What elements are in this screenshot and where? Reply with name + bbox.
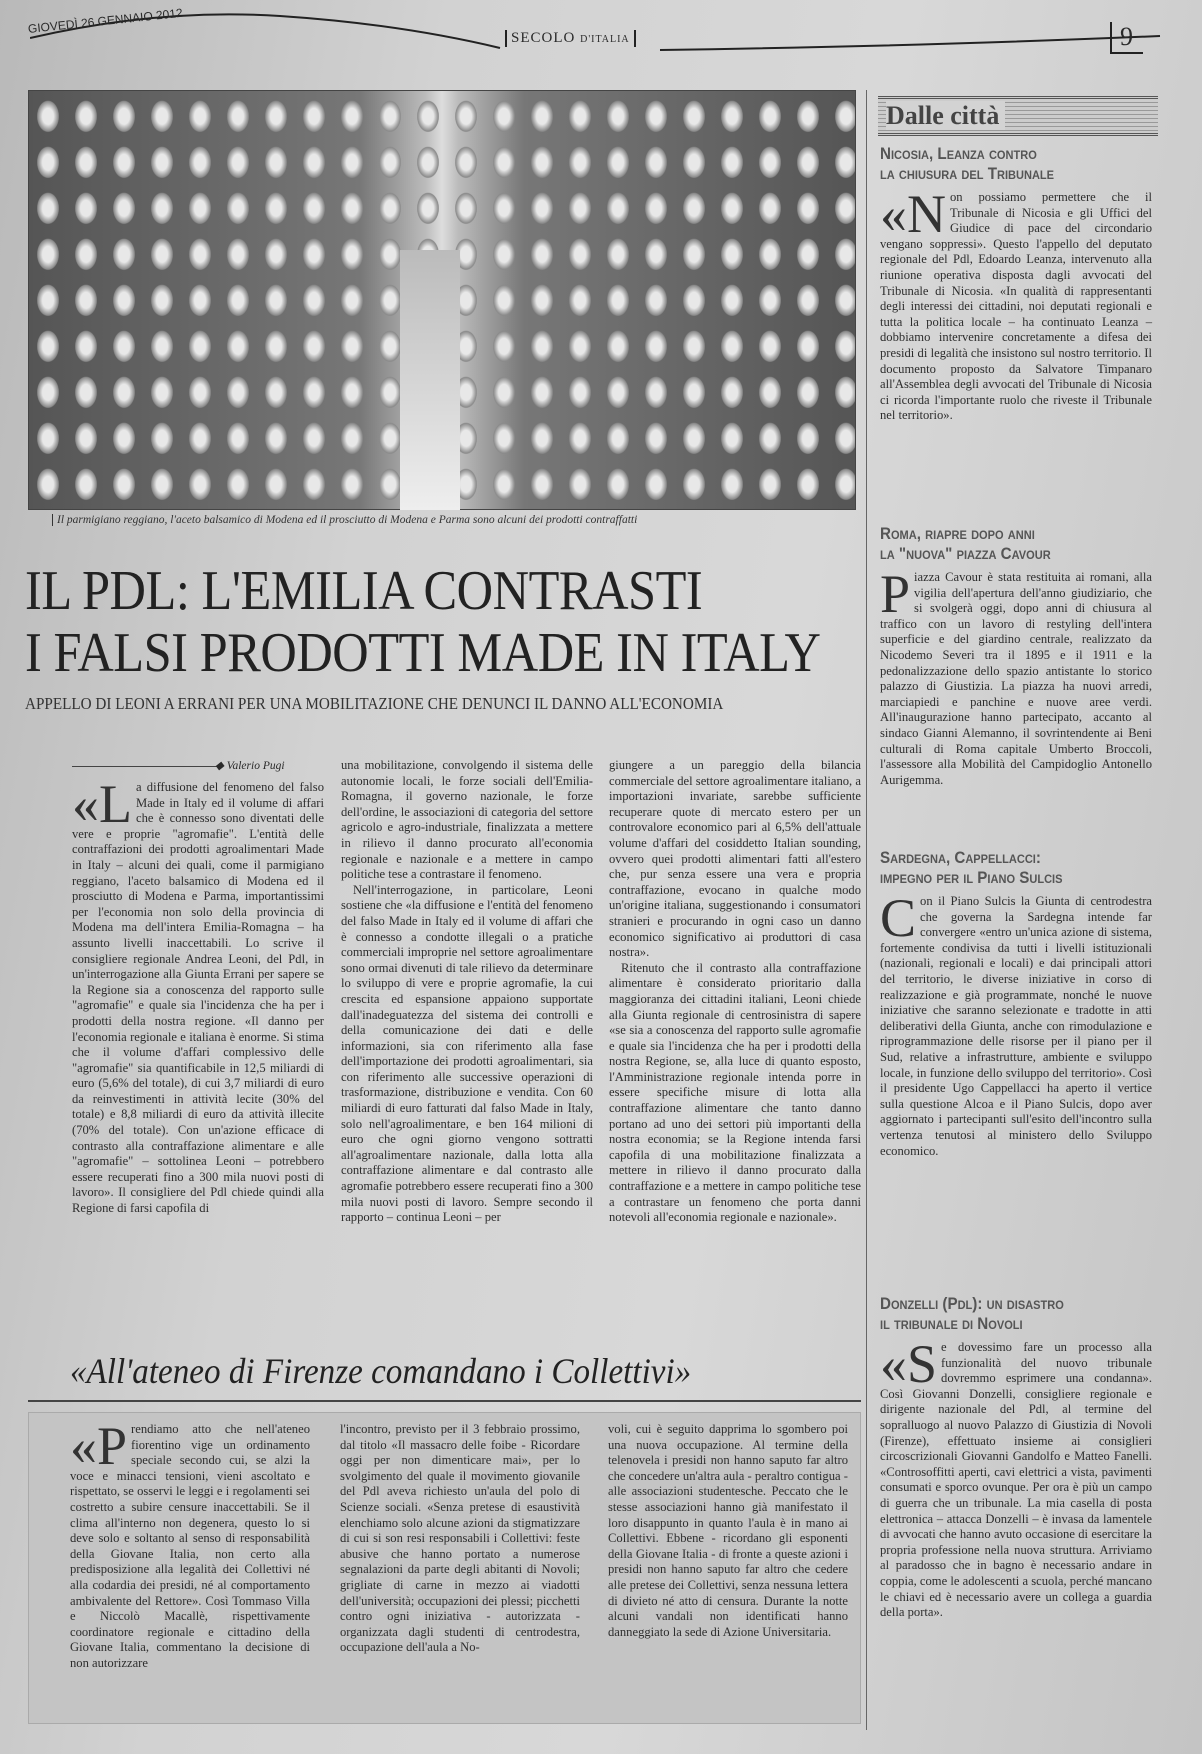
rail-headline-line: il tribunale di Novoli [880,1315,1023,1333]
rail-story [880,1334,1152,1621]
box-column-3 [608,1422,848,1640]
paragraph: on possiamo permettere che il Tribunale di Nicosia e gli Uffici del Giudice di pace del circondario vengano soppressi». Questo l'appello del deputato regionale del Pdl, Edoardo Leanza, intervenuto alla riunione operativa disposta dagli avvocati del Tribunale di Nicosia. «In qualità di rappresentanti degli interessi dei cittadini, noi deputati regionali e tutta la politica locale – ha continuato Leanza – dobbiamo intervenire concretamente a difesa dei presidi di legalità che insistono sul nostro territorio. Il documento proposto da Salvatore Timpanaro all'Assemblea degli avvocati del Tribunale di Nicosia ci ricorda l'importante ruolo che riveste il Tribunale nel territorio». [880,190,1152,423]
box-column-1 [70,1416,310,1672]
paragraph: rendiamo atto che nell'ateneo fiorentino vige un ordinamento speciale secondo cui, se alzi la voce e minacci tensioni, vieni ascoltato e rispettato, se osservi le leggi e i regolamenti sei costretto a subire censure inaccettabili. Se il clima all'interno non degenera, questo lo si deve solo e soltanto al senso di responsabilità della Giovane Italia, non certo alla predisposizione alla legalità dei Collettivi né alla codardia dei presidi, né al comportamento ambivalente del Rettore». Così Tommaso Villa e Niccolò Macallè, rispettivamente coordinatore regionale e cittadino della Giovane Italia, commentano la decisione di non autorizzare [70,1422,310,1670]
masthead-suffix: D'ITALIA [580,34,630,45]
dropcap: «P [70,1416,128,1476]
rail-headline [880,524,1051,564]
box-headline: «All'ateneo di Firenze comandano i Collettivi» [70,1351,692,1391]
section-title [878,96,1158,136]
photo-caption: Il parmigiano reggiano, l'aceto balsamico di Modena ed il prosciutto di Modena e Parma sono alcuni dei prodotti contraffatti [52,514,637,526]
headline [25,560,820,684]
rail-headline-line: la chiusura del Tribunale [880,165,1055,183]
rail-headline [880,144,1054,184]
box-column-2 [340,1422,580,1656]
byline-rule [72,766,220,767]
paragraph: iazza Cavour è stata restituita ai romani, alla vigilia dell'apertura dell'anno giudiziario, che si svolgerà oggi, dopo anni di chiusura al traffico con un lavoro di restyling dell'intera superficie e del giardino centrale, realizzato da Nicodemo Severi tra il 1895 e il 1911 e la pedonalizzazione dello spazio antistante lo storico palazzo di Giustizia. La piazza ha nuovi arredi, marciapiedi e panchine e nuove aree verdi. All'inaugurazione hanno partecipato, accanto al sindaco Gianni Alemanno, il sovrintendente ai Beni culturali di Roma capitale Umberto Broccoli, l'assessore alla Mobilità del Campidoglio Antonello Aurigemma. [880,570,1152,787]
paragraph: giungere a un pareggio della bilancia commerciale del settore agroalimentare italiano, a importazioni invariate, sarebbe sufficiente recuperare quote di mercato estero per un controvalore economico pari al 6,5% dell'attuale volume d'affari del cosiddetto Italian sounding, ovvero quei prodotti alimentari fatti all'estero che, pur senza essere una vera e propria contraffazione, evocano in qualche modo un'origine italiana, suggestionando i consumatori stranieri e procurando in ogni caso un danno economico significativo ai produttori di casa nostra». [609,758,861,960]
paragraph: Ritenuto che il contrasto alla contraffazione alimentare è considerato prioritario dalla maggioranza dei cittadini italiani, Leoni chiede alla Giunta regionale di centrosinistra di sapere «se sia a conoscenza del rapporto sulle agromafie e quale sia l'incidenza che ha per i prodotti della nostra Regione, se, alla luce di quanto esposto, l'Amministrazione regionale intenda porre in essere specifiche misure di lotta alla contraffazione alimentare che tanto danno portano ad uno dei settori più importanti della nostra economia; se la Regione intenda farsi capofila di una mobilitazione finalizzata a mettere in rilievo il danno procurato dalla contraffazione e a mettere in campo politiche tese a contrastare un fenomeno che porta danni notevoli all'economia regionale e nazionale». [609,960,861,1225]
rail-headline-line: Sardegna, Cappellacci: [880,849,1041,867]
paragraph: e dovessimo fare un processo alla funzionalità del nuovo tribunale dovremmo esprimere una condanna». Così Giovanni Donzelli, consigliere regionale e dirigente nazionale del Pdl, al termine del sopralluogo al nuovo Palazzo di Giustizia di Novoli (Firenze), effettuato insieme ai consiglieri circoscrizionali Giovanni Gandolfo e Matteo Fanelli. «Controsoffitti aperti, cavi elettrici a vista, pavimenti consumati e sporco ovunque. Per ora è più un campo di guerra che un tribunale. La mia casella di posta elettronica – attacca Donzelli – è invasa da lamentele di avvocati che hanno avuto occasione di esercitare la propria professione nella nuova struttura. Arriviamo al paradosso che in bagno è necessario andare in coppia, come le adolescenti a scuola, perché mancano le chiavi ed è necessario avere un collega a guardia della porta». [880,1340,1152,1620]
paragraph: voli, cui è seguito dapprima lo sgombero poi una nuova occupazione. Al termine della telenovela i presidi non hanno saputo far altro che concedere un'altra aula - peraltro contigua - alle associazioni studentesche. Peccato che le stesse associazioni hanno già manifestato il loro disappunto in quanto l'aula è in mano ai Collettivi. Ebbene - ricordano gli esponenti della Giovane Italia - di fronte a queste azioni i presidi non hanno saputo far altro che cedere alle pretese dei Collettivi, senza nessuna lettera di divieto né atto di censura. Durante la notte alcuni vandali non identificati hanno danneggiato la sede di Azione Universitaria. [608,1422,848,1639]
rail-headline-line: Nicosia, Leanza contro [880,145,1037,163]
rail-story [880,564,1152,788]
paragraph: l'incontro, previsto per il 3 febbraio prossimo, dal titolo «Il massacro delle foibe - Ricordare oggi per non dimenticare mai», per lo svolgimento del quale il movimento giovanile del Pdl aveva richiesto un'aula del polo di Scienze sociali. «Senza pretese di esaustività elenchiamo solo alcune azioni da stigmatizzare di cui si son resi responsabili i Collettivi: feste abusive che hanno portato a numerose segnalazioni da parte degli abitanti di Novoli; grigliate di carne in mezzo ai viadotti dell'università; occupazioni dei plessi; picchetti contro ogni iniziativa - autorizzata - organizzata dagli studenti di centrodestra, occupazione dell'aula a No- [340,1422,580,1655]
issue-date: GIOVEDÌ 26 GENNAIO 2012 [27,5,184,36]
dropcap: «S [880,1334,938,1394]
headline-line-2: I FALSI PRODOTTI MADE IN ITALY [25,622,821,684]
rail-headline [880,848,1062,888]
headline-line-1: IL PDL: L'EMILIA CONTRASTI [25,560,703,622]
paragraph: on il Piano Sulcis la Giunta di centrodestra che governa la Sardegna intende far convergere «entro un'unica azione di sistema, fortemente condivisa da tutti i livelli istituzionali (nazionali, regionali e locali) e dai principali attori del territorio, le diverse iniziative in corso di realizzazione e già programmate, nonché le nuove iniziative che saranno selezionate e tradotte in atti deliberativi della Giunta, anche con rimodulazione e riprogrammazione delle risorse per il piano per il Sud, relative a infrastrutture, ambiente e sviluppo locale, in funzione dello sviluppo del territorio». Così il presidente Ugo Cappellacci ha aperto il vertice sulla questione Alcoa e il Piano Sulcis, dopo aver aggiornato i partecipanti sull'esito dell'incontro sulla vertenza tenutosi al ministero dello Sviluppo economico. [880,894,1152,1158]
dropcap: P [880,564,911,624]
paragraph: a diffusione del fenomeno del falso Made in Italy ed il volume di affari che è connesso sono diventati delle vere e proprie "agromafie". L'entità delle contraffazioni dei prodotti agroalimentari Made in Italy – alcuni dei quali, come il parmigiano reggiano, l'aceto balsamico di Modena ed il prosciutto di Modena e Parma, importantissimi per l'economia non solo della provincia di Modena ma dell'intera Emilia-Romagna – ha assunto livelli inaccettabili. Lo scrive il consigliere regionale Andrea Leoni, del Pdl, in un'interrogazione alla Giunta Errani per sapere se la Regione sia a conoscenza del rapporto sulle "agromafie" e quale sia l'incidenza che ha per i prodotti della nostra regione. «Il danno per l'economia regionale e italiana è enorme. Si stima che il volume d'affari complessivo delle "agromafie" sia quantificabile in 12,5 miliardi di euro (5,6% del totale), di cui 3,7 miliardi di euro da reinvestimenti in attività lecite (30% del totale) e 8,8 miliardi di euro da attività illecite (70% del totale). Con un'azione efficace di contrasto alla contraffazione alimentare e alle "agromafie" – sottolinea Leoni – potrebbero essere recuperati fino a 300 mila nuovi posti di lavoro». Il consigliere del Pdl chiede quindi alla Regione di farsi capofila di [72,780,324,1216]
rail-story [880,184,1152,424]
article-column-2 [341,758,593,1226]
dropcap: «N [880,184,946,244]
article-column-1 [72,774,324,1217]
rail-headline-line: Roma, riapre dopo anni [880,525,1035,543]
rail-headline-line: impegno per il Piano Sulcis [880,869,1063,887]
rail-headline [880,1294,1064,1334]
article-column-3 [609,758,861,1226]
paragraph: una mobilitazione, convolgendo il sistema delle autonomie locali, le forze sociali dell'Emilia-Romagna, il governo nazionale, le forze dell'ordine, le associazioni di categoria del settore agricolo e agro-industriale, finalizzata a mettere in rilievo il danno procurato all'economia regionale e nazionale e a mettere in campo politiche tese a contrastare il fenomeno. [341,758,593,882]
section-title-text: Dalle città [886,101,1005,130]
rail-story [880,888,1152,1159]
dropcap: «L [72,774,132,834]
box-rule [28,1400,861,1402]
paragraph: Nell'interrogazione, in particolare, Leoni sostiene che «la diffusione e l'entità del fenomeno del falso Made in Italy ed il volume di affari che è connesso a condotte illegali o a pratiche commerciali improprie nel settore agroalimentare sono ormai divenuti di tale rilievo da determinare lo sviluppo di vere e proprie agromafie, la cui crescita ed espansione appaiono supportate dall'inadeguatezza del sistema dei controlli e della comunicazione dei dati e delle informazioni, sia con riferimento alla fase dell'importazione dei prodotti agroalimentari, sia con riferimento alle successive operazioni di trasformazione, distribuzione e vendita. Con 60 miliardi di euro fatturati dal falso Made in Italy, solo nell'agroalimentare, e ben 164 milioni di euro che ogni giorno vengono sottratti all'agroalimentare nazionale, dalla lotta alla contraffazione alimentare e dal contrasto alle agromafie potrebbero essere recuperati fino a 300 mila nuovi posti di lavoro. Sempre secondo il rapporto – continua Leoni – per [341,882,593,1225]
rail-headline-line: Donzelli (Pdl): un disastro [880,1295,1064,1313]
masthead [505,30,636,47]
column-divider [866,90,867,1730]
rail-headline-line: la "nuova" piazza Cavour [880,545,1051,563]
dropcap: C [880,888,917,948]
byline: ◆ Valerio Pugi [215,760,285,772]
subheadline: APPELLO DI LEONI A ERRANI PER UNA MOBILITAZIONE CHE DENUNCI IL DANNO ALL'ECONOMIA [25,694,724,713]
masthead-name: SECOLO [511,30,576,46]
photo-aisle [400,250,460,510]
page-number: 9 [1110,22,1143,54]
